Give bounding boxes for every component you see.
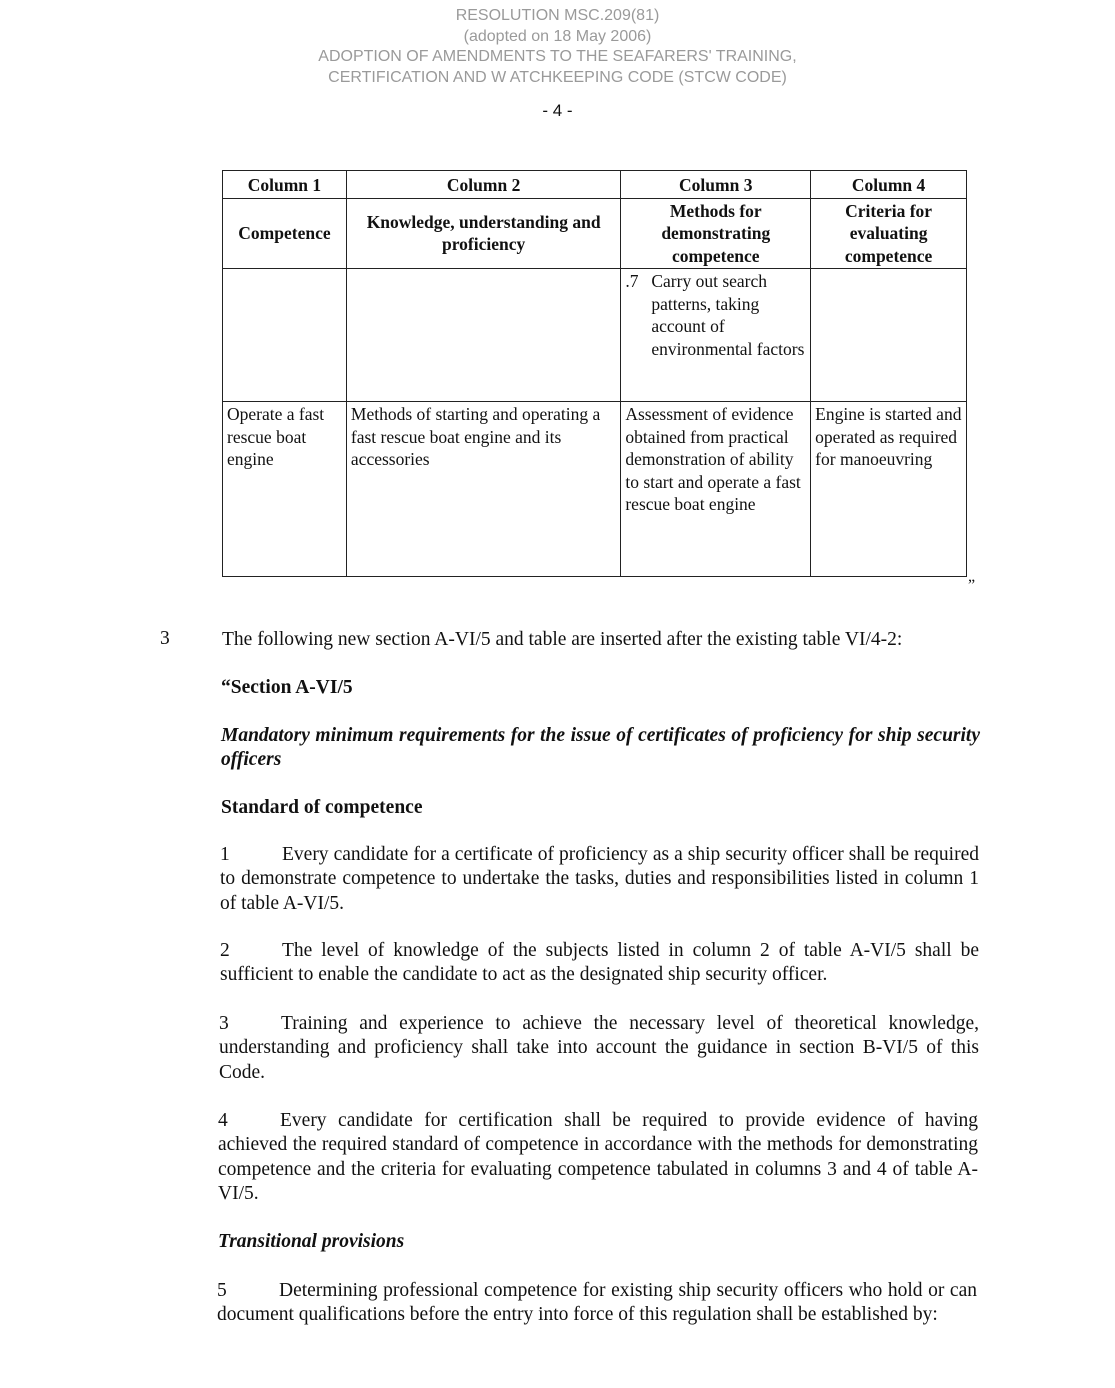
paragraph-5 — [217, 1279, 977, 1328]
paragraph-text: Determining professional competence for existing ship security officers who hold or can document qualifications before the entry into force of this regulation shall be established by: — [217, 1280, 977, 1326]
paragraph-text: Training and experience to achieve the necessary level of theoretical knowledge, understanding and proficiency shall take into account the guidance in section B-VI/5 of this Code. — [219, 1013, 979, 1083]
paragraph-text: Every candidate for certification shall be required to provide evidence of having achieved the required standard of competence in accordance with the methods for demonstrating competence and the criteria for evaluating competence tabulated in columns 3 and 4 of table A-VI/5. — [218, 1110, 978, 1204]
paragraph-text: Every candidate for a certificate of proficiency as a ship security officer shall be required to demonstrate competence to undertake the tasks, duties and responsibilities listed in column 1 of table A-VI/5. — [220, 844, 979, 914]
paragraph-number: 2 — [220, 940, 230, 961]
paragraph-number: 1 — [220, 844, 230, 865]
table-cell — [223, 269, 347, 402]
margin-paragraph-number: 3 — [160, 628, 170, 649]
paragraph-1 — [220, 843, 979, 916]
paragraph-3 — [219, 1012, 979, 1085]
page-number: - 4 - — [542, 101, 573, 120]
competence-cell: Operate a fast rescue boat engine — [223, 402, 347, 577]
table-row — [223, 198, 967, 269]
paragraph-2 — [220, 939, 979, 988]
paragraph-number: 4 — [218, 1110, 228, 1131]
section-subtitle: Mandatory minimum requirements for the issue of certificates of proficiency for ship security officers — [221, 725, 980, 771]
adoption-date: (adopted on 18 May 2006) — [463, 28, 652, 45]
knowledge-cell: Methods of starting and operating a fast rescue boat engine and its accessories — [346, 402, 620, 577]
table-row — [223, 402, 967, 577]
header-subject-line1: ADOPTION OF AMENDMENTS TO THE SEAFARERS' TRAINING, — [318, 48, 797, 65]
item-number: .7 — [625, 271, 639, 291]
table-row — [223, 171, 967, 199]
column-3-header: Column 3 — [621, 171, 811, 199]
paragraph-4 — [218, 1109, 978, 1206]
column-4-header: Column 4 — [811, 171, 967, 199]
paragraph-number: 5 — [217, 1280, 227, 1301]
table-cell — [621, 269, 811, 402]
heading-criteria: Criteria for evaluating competence — [811, 198, 967, 269]
standard-heading: Standard of competence — [221, 797, 423, 818]
table-cell — [811, 269, 967, 402]
heading-methods: Methods for demonstrating competence — [621, 198, 811, 269]
heading-competence: Competence — [223, 198, 347, 269]
table-cell — [346, 269, 620, 402]
item-text: Carry out search patterns, taking account of environmental factors — [651, 271, 805, 359]
column-1-header: Column 1 — [223, 171, 347, 199]
criteria-cell: Engine is started and operated as required for manoeuvring — [811, 402, 967, 577]
methods-cell: Assessment of evidence obtained from practical demonstration of ability to start and operate a fast rescue boat engine — [621, 402, 811, 577]
section-title: “Section A-VI/5 — [221, 677, 353, 698]
header-subject-line2: CERTIFICATION AND W ATCHKEEPING CODE (STCW CODE) — [328, 69, 787, 86]
table-row — [223, 269, 967, 402]
competence-table — [222, 170, 967, 577]
method-item-7 — [625, 270, 806, 360]
closing-quote: ” — [968, 577, 976, 594]
column-2-header: Column 2 — [346, 171, 620, 199]
intro-paragraph: The following new section A-VI/5 and table are inserted after the existing table VI/4-2: — [222, 629, 903, 650]
resolution-title: RESOLUTION MSC.209(81) — [455, 7, 660, 24]
heading-knowledge: Knowledge, understanding and proficiency — [346, 198, 620, 269]
paragraph-number: 3 — [219, 1013, 229, 1034]
transitional-heading: Transitional provisions — [218, 1231, 405, 1252]
paragraph-text: The level of knowledge of the subjects listed in column 2 of table A-VI/5 shall be sufficient to enable the candidate to act as the designated ship security officer. — [220, 940, 979, 986]
